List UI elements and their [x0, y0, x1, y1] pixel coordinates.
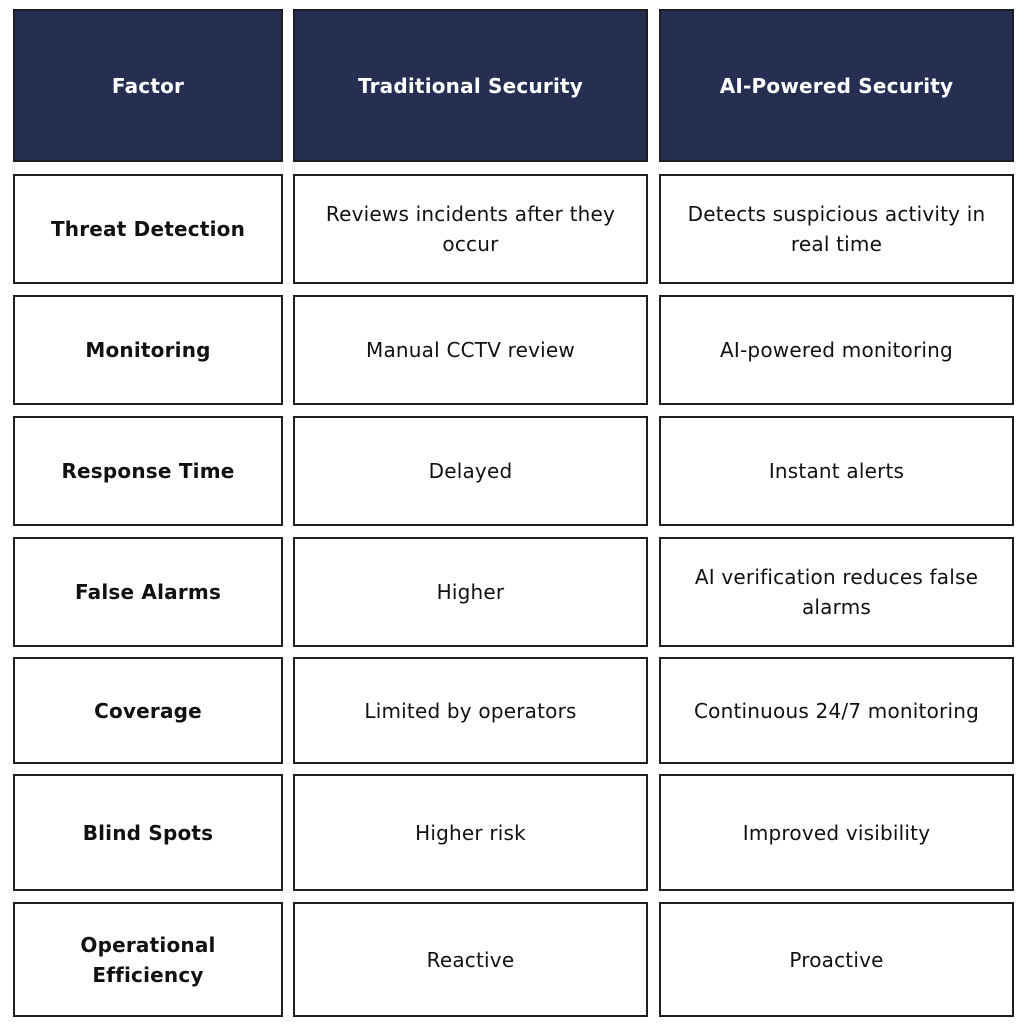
factor-operational-efficiency: Operational Efficiency	[13, 902, 283, 1017]
traditional-monitoring: Manual CCTV review	[293, 295, 648, 405]
factor-threat-detection: Threat Detection	[13, 174, 283, 284]
traditional-coverage: Limited by operators	[293, 657, 648, 764]
traditional-threat-detection: Reviews incidents after they occur	[293, 174, 648, 284]
ai-blind-spots: Improved visibility	[659, 774, 1014, 891]
ai-coverage: Continuous 24/7 monitoring	[659, 657, 1014, 764]
header-traditional-security: Traditional Security	[293, 9, 648, 162]
ai-response-time: Instant alerts	[659, 416, 1014, 526]
traditional-operational-efficiency: Reactive	[293, 902, 648, 1017]
header-factor: Factor	[13, 9, 283, 162]
factor-false-alarms: False Alarms	[13, 537, 283, 647]
traditional-blind-spots: Higher risk	[293, 774, 648, 891]
traditional-false-alarms: Higher	[293, 537, 648, 647]
header-ai-powered-security: AI-Powered Security	[659, 9, 1014, 162]
ai-threat-detection: Detects suspicious activity in real time	[659, 174, 1014, 284]
factor-coverage: Coverage	[13, 657, 283, 764]
factor-monitoring: Monitoring	[13, 295, 283, 405]
factor-blind-spots: Blind Spots	[13, 774, 283, 891]
traditional-response-time: Delayed	[293, 416, 648, 526]
factor-response-time: Response Time	[13, 416, 283, 526]
ai-monitoring: AI-powered monitoring	[659, 295, 1014, 405]
ai-false-alarms: AI verification reduces false alarms	[659, 537, 1014, 647]
ai-operational-efficiency: Proactive	[659, 902, 1014, 1017]
